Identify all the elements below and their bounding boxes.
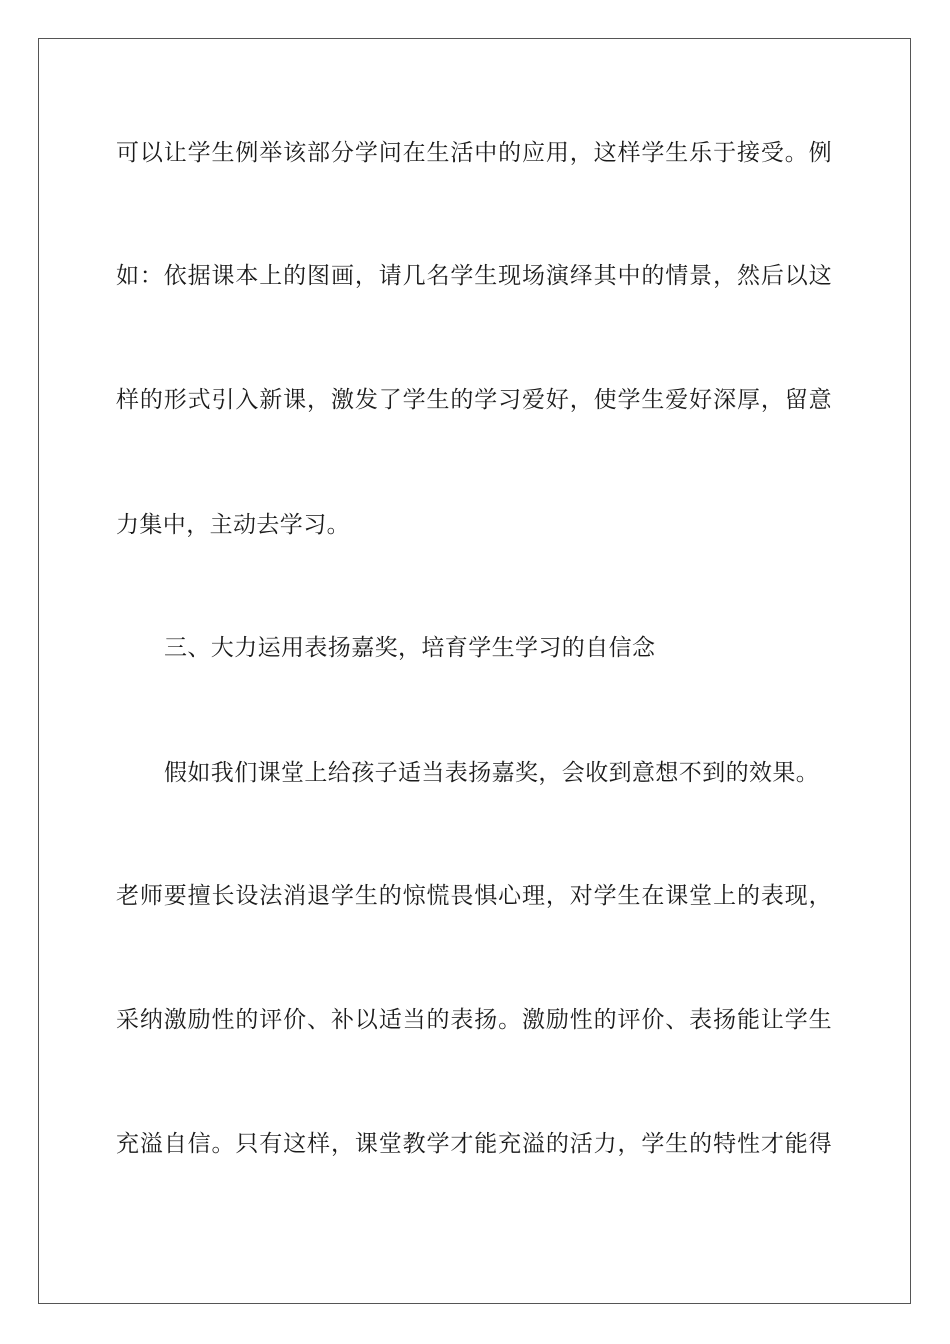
paragraph-line: 可以让学生例举该部分学问在生活中的应用，这样学生乐于接受。例 bbox=[116, 140, 832, 166]
paragraph-line: 采纳激励性的评价、补以适当的表扬。激励性的评价、表扬能让学生 bbox=[116, 1007, 832, 1033]
paragraph-line: 充溢自信。只有这样，课堂教学才能充溢的活力，学生的特性才能得 bbox=[116, 1131, 832, 1157]
paragraph-line: 如：依据课本上的图画，请几名学生现场演绎其中的情景，然后以这 bbox=[116, 263, 832, 289]
paragraph-line: 假如我们课堂上给孩子适当表扬嘉奖，会收到意想不到的效果。 bbox=[164, 760, 820, 786]
paragraph-line: 老师要擅长设法消退学生的惊慌畏惧心理，对学生在课堂上的表现， bbox=[116, 883, 832, 909]
paragraph-line: 力集中，主动去学习。 bbox=[116, 512, 350, 538]
section-heading: 三、大力运用表扬嘉奖，培育学生学习的自信念 bbox=[164, 635, 656, 661]
page-border bbox=[38, 38, 911, 1304]
paragraph-line: 样的形式引入新课，激发了学生的学习爱好，使学生爱好深厚，留意 bbox=[116, 387, 832, 413]
